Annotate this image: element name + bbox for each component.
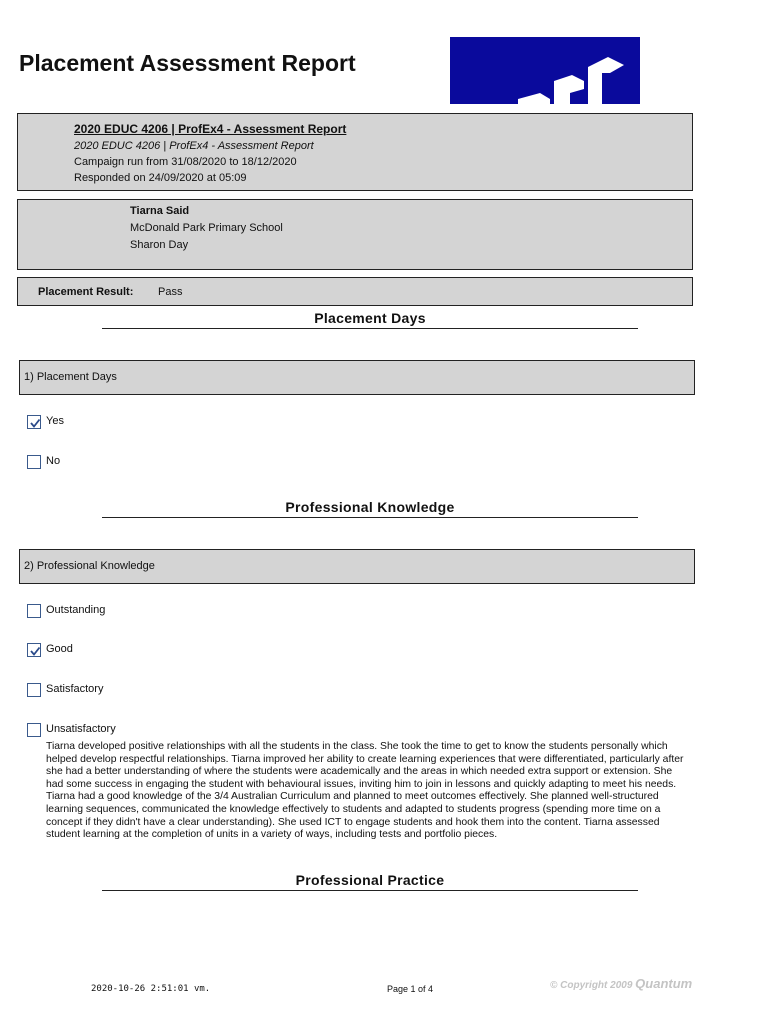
section-title-professional-practice: Professional Practice [102,872,638,891]
checkbox-outstanding[interactable] [27,604,41,618]
participant-info-box [17,199,693,270]
option-label: Satisfactory [46,683,104,695]
section-title-professional-knowledge: Professional Knowledge [102,499,638,518]
question-label: 2) Professional Knowledge [24,560,155,572]
student-name: Tiarna Said [130,205,190,217]
option-label: Yes [46,415,64,427]
campaign-dates: Campaign run from 31/08/2020 to 18/12/2020 [74,156,297,168]
course-title: 2020 EDUC 4206 | ProfEx4 - Assessment Report [74,122,347,136]
report-title: Placement Assessment Report [19,50,356,76]
checkbox-good[interactable] [27,643,41,657]
response-date: Responded on 24/09/2020 at 05:09 [74,172,247,184]
assessor-comment [46,741,686,842]
checkmark-icon [28,416,42,430]
option-label: Outstanding [46,604,106,616]
supervisor-name: Sharon Day [130,239,189,251]
option-label: Unsatisfactory [46,723,116,735]
section-title-placement-days: Placement Days [102,310,638,329]
course-subtitle: 2020 EDUC 4206 | ProfEx4 - Assessment Report [74,140,314,152]
checkbox-satisfactory[interactable] [27,683,41,697]
page-number: Page 1 of 4 [387,984,434,994]
agency-name: McDonald Park Primary School [130,222,283,234]
campaign-box [17,113,693,191]
checkmark-icon [28,644,42,658]
result-label: Placement Result: [38,286,134,298]
result-value: Pass [158,286,183,298]
copyright-brand: Quantum [635,976,693,991]
question-label: 1) Placement Days [24,371,117,383]
option-label: Good [46,643,73,655]
checkbox-no[interactable] [27,455,41,469]
checkbox-yes[interactable] [27,415,41,429]
copyright-watermark [550,976,692,991]
option-label: No [46,455,61,467]
building-steps-logo [450,37,640,104]
copyright-text: © Copyright 2009 [550,980,633,991]
footer-date: 2020-10-26 2:51:01 vm. [91,984,211,994]
comment-paragraph: Tiarna had a good knowledge of the 3/4 Australian Curriculum and planned to meet outcomes effectively. She planned well-structured learning sequences, communicated the knowledge effectively to students and adapted to students progress (spending more time on a concept if they didn't have a clear understanding). She used ICT to engage students and hook them into the content. Tiarna assessed student learning at the completion of units in a variety of ways, including tests and portfolio pieces. [46,791,661,841]
question-box-professional-knowledge [19,549,695,584]
comment-paragraph: Tiarna developed positive relationships with all the students in the class. She took the time to get to know the students personally which helped develop respectful relationships. Tiarna improved her ability to create learning experiences that were differentiated, particularly after she had a better understanding of where the students were academically and the areas in which needed extra support or extension. She had some success in engaging the student with behavioural issues, inviting him to join in lessons and quickly adapting to meet his needs. [46,741,684,790]
question-box-placement-days [19,360,695,395]
placement-result-box [17,277,693,306]
checkbox-unsatisfactory[interactable] [27,723,41,737]
